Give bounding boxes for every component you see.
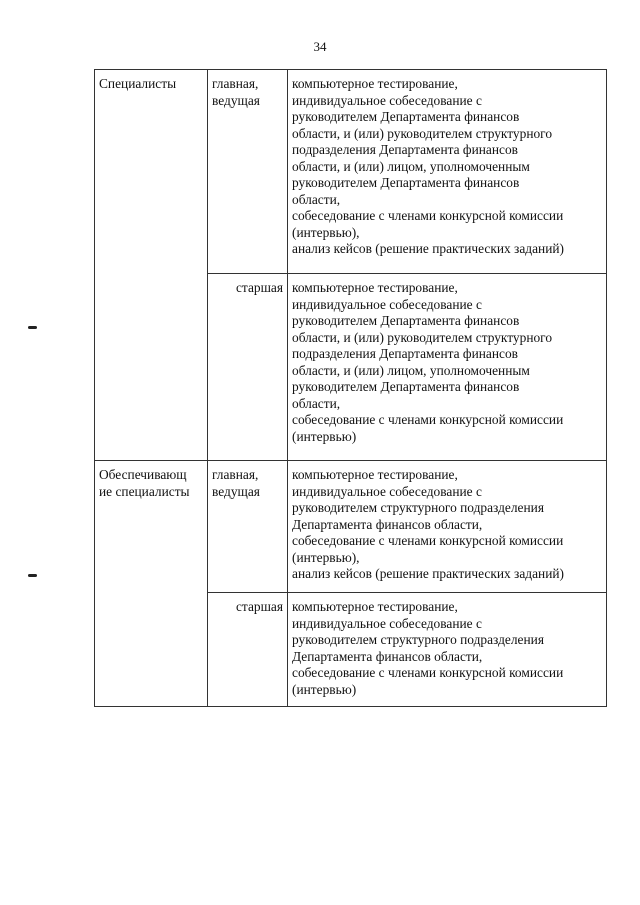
method-line: анализ кейсов (решение практических заданий) xyxy=(292,566,564,581)
method-line: подразделения Департамента финансов xyxy=(292,142,518,157)
method-line: индивидуальное собеседование с xyxy=(292,615,482,631)
method-line: области, и (или) руководителем структурного xyxy=(292,125,553,141)
method-line: руководителем Департамента финансов xyxy=(292,313,520,328)
method-line: собеседование с членами конкурсной комиссии xyxy=(292,208,564,223)
method-line: руководителем Департамента финансов xyxy=(292,175,520,190)
method-line: компьютерное тестирование, xyxy=(292,467,458,482)
group-cell xyxy=(208,461,288,593)
group-line: старшая xyxy=(235,599,283,614)
method-line: области, xyxy=(292,395,341,411)
methods-cell xyxy=(288,461,607,593)
method-line: (интервью), xyxy=(292,224,360,240)
category-line: ие специалисты xyxy=(99,483,190,499)
method-line: руководителем структурного подразделения xyxy=(292,500,544,515)
requirements-table xyxy=(94,69,607,707)
method-line: Департамента финансов области, xyxy=(292,648,483,664)
method-line: (интервью), xyxy=(292,549,360,565)
table-row xyxy=(95,461,607,593)
method-line: собеседование с членами конкурсной комиссии xyxy=(292,533,564,548)
category-line: Обеспечивающ xyxy=(99,467,187,482)
methods-cell xyxy=(288,593,607,707)
methods-cell xyxy=(288,70,607,274)
group-cell xyxy=(208,274,288,461)
method-line: индивидуальное собеседование с xyxy=(292,92,482,108)
group-line: старшая xyxy=(235,280,283,295)
method-line: руководителем Департамента финансов xyxy=(292,379,520,394)
method-line: (интервью) xyxy=(292,681,357,697)
group-cell xyxy=(208,593,288,707)
methods-cell xyxy=(288,274,607,461)
method-line: компьютерное тестирование, xyxy=(292,76,458,91)
category-line: Специалисты xyxy=(99,76,177,91)
method-line: собеседование с членами конкурсной комиссии xyxy=(292,665,564,680)
method-line: компьютерное тестирование, xyxy=(292,280,458,295)
method-line: Департамента финансов области, xyxy=(292,516,483,532)
method-line: анализ кейсов (решение практических заданий) xyxy=(292,241,564,256)
group-line: ведущая xyxy=(212,92,260,108)
method-line: собеседование с членами конкурсной комиссии xyxy=(292,412,564,427)
group-line: главная, xyxy=(212,467,259,482)
method-line: (интервью) xyxy=(292,428,357,444)
method-line: руководителем Департамента финансов xyxy=(292,109,520,124)
page-number: 34 xyxy=(313,39,327,54)
group-line: ведущая xyxy=(212,483,260,499)
table-row xyxy=(95,70,607,274)
category-cell xyxy=(95,461,208,707)
method-line: индивидуальное собеседование с xyxy=(292,296,482,312)
method-line: руководителем структурного подразделения xyxy=(292,632,544,647)
method-line: области, xyxy=(292,191,341,207)
method-line: подразделения Департамента финансов xyxy=(292,346,518,361)
method-line: области, и (или) лицом, уполномоченным xyxy=(292,362,530,378)
group-cell xyxy=(208,70,288,274)
group-line: главная, xyxy=(212,76,259,91)
method-line: компьютерное тестирование, xyxy=(292,599,458,614)
scan-mark xyxy=(28,326,37,329)
method-line: области, и (или) руководителем структурного xyxy=(292,329,553,345)
method-line: индивидуальное собеседование с xyxy=(292,483,482,499)
scan-mark xyxy=(28,574,37,577)
method-line: области, и (или) лицом, уполномоченным xyxy=(292,158,530,174)
category-cell xyxy=(95,70,208,461)
